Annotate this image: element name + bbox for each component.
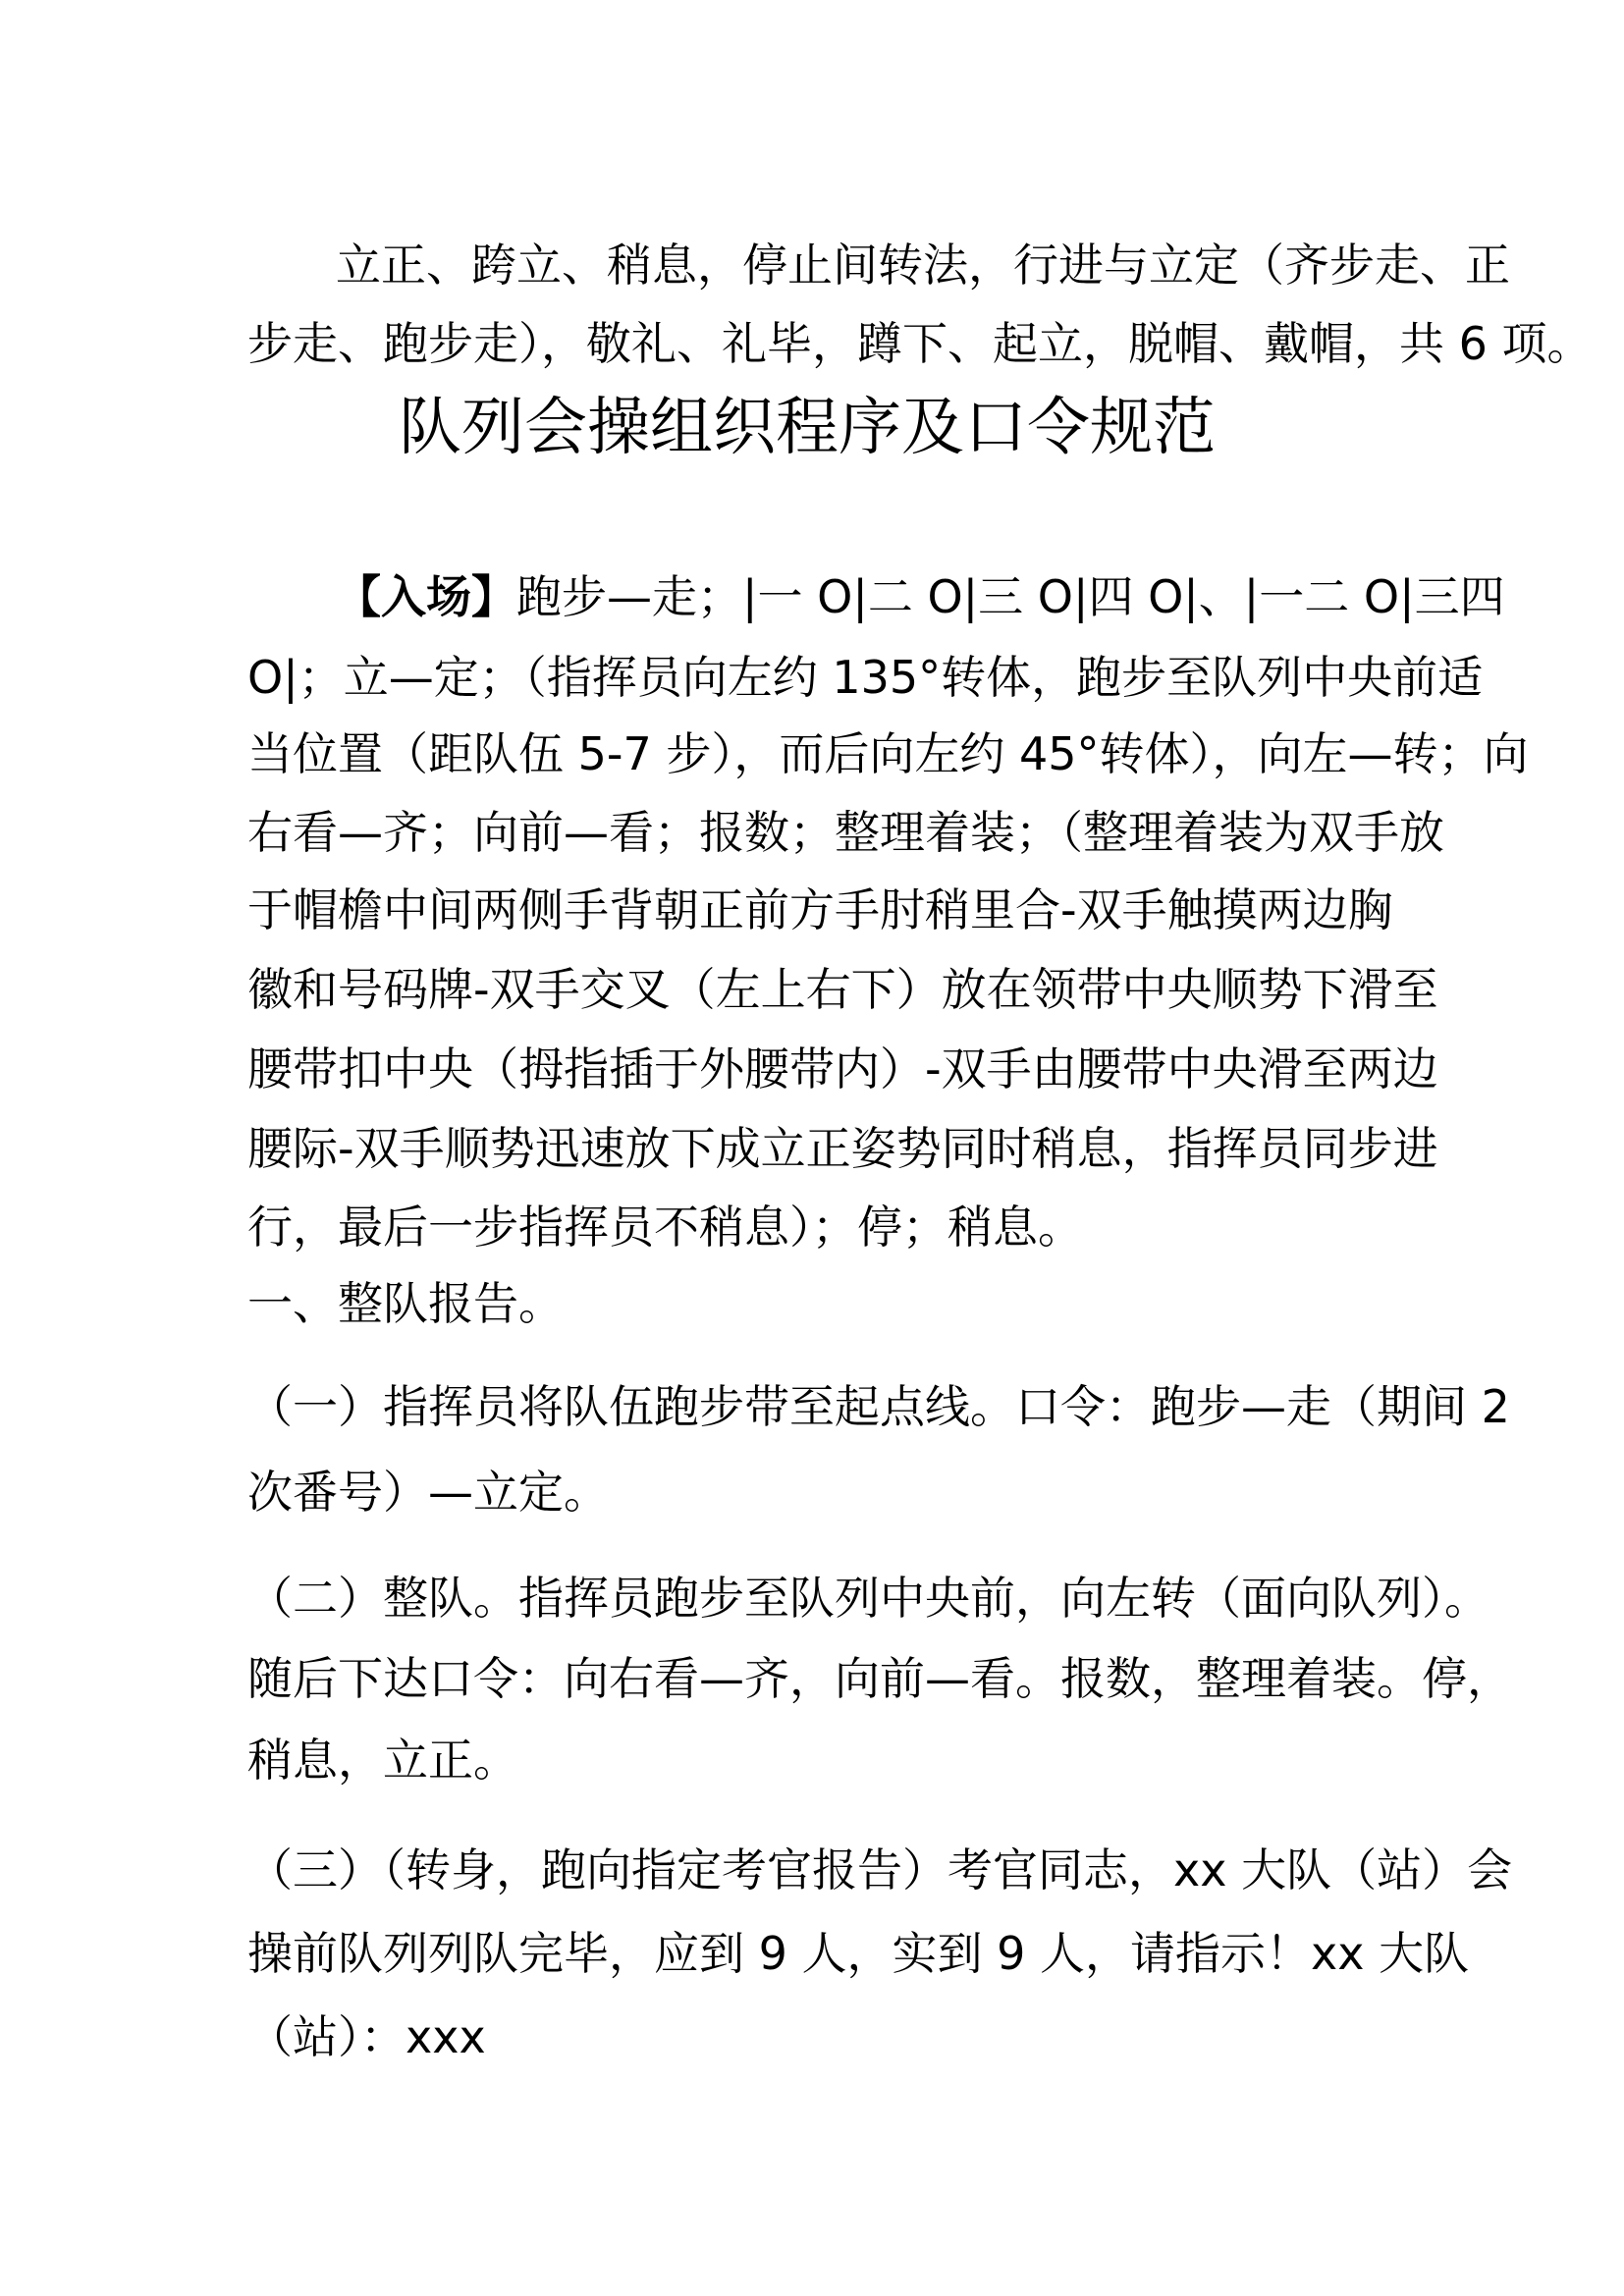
section-heading: 一、整队报告。 bbox=[247, 1277, 564, 1330]
section-item-line: 操前队列列队完毕，应到 9 人，实到 9 人，请指示！xx 大队 bbox=[247, 1927, 1470, 1980]
intro-line: 步走、跑步走），敬礼、礼毕，蹲下、起立，脱帽、戴帽，共 6 项。 bbox=[247, 317, 1593, 370]
entry-line: 行，最后一步指挥员不稍息）；停；稍息。 bbox=[247, 1201, 1083, 1254]
entry-line: 于帽檐中间两侧手背朝正前方手肘稍里合-双手触摸两边胸 bbox=[247, 883, 1393, 936]
entry-line bbox=[247, 567, 1505, 626]
entry-line: O|；立—定；（指挥员向左约 135°转体，跑步至队列中央前适 bbox=[247, 651, 1484, 704]
entry-label: 【入场】 bbox=[336, 570, 516, 623]
entry-line: 徽和号码牌-双手交叉（左上右下）放在领带中央顺势下滑至 bbox=[247, 963, 1438, 1016]
entry-line: 右看—齐；向前—看；报数；整理着装；（整理着装为双手放 bbox=[247, 806, 1444, 859]
entry-line: 当位置（距队伍 5-7 步），而后向左约 45°转体），向左—转；向 bbox=[247, 727, 1529, 780]
section-item-line: （三）（转身，跑向指定考官报告）考官同志，xx 大队（站）会 bbox=[247, 1843, 1513, 1896]
entry-text: 跑步—走；|一 O|二 O|三 O|四 O|、|一二 O|三四 bbox=[516, 570, 1505, 623]
entry-line: 腰际-双手顺势迅速放下成立正姿势同时稍息，指挥员同步进 bbox=[247, 1122, 1438, 1175]
intro-line: 立正、跨立、稍息，停止间转法，行进与立定（齐步走、正 bbox=[336, 239, 1510, 292]
entry-line: 腰带扣中央（拇指插于外腰带内）-双手由腰带中央滑至两边 bbox=[247, 1042, 1438, 1095]
section-item-line: 次番号）—立定。 bbox=[247, 1466, 609, 1519]
section-item-line: （二）整队。指挥员跑步至队列中央前，向左转（面向队列）。 bbox=[247, 1572, 1489, 1625]
section-item-line: 稍息，立正。 bbox=[247, 1734, 518, 1787]
document-title: 队列会操组织程序及口令规范 bbox=[399, 392, 1216, 464]
section-item-line: （一）指挥员将队伍跑步带至起点线。口令：跑步—走（期间 2 bbox=[247, 1380, 1510, 1433]
section-item-line: （站）：xxx bbox=[247, 2010, 486, 2063]
section-item-line: 随后下达口令：向右看—齐，向前—看。报数，整理着装。停， bbox=[247, 1652, 1512, 1705]
